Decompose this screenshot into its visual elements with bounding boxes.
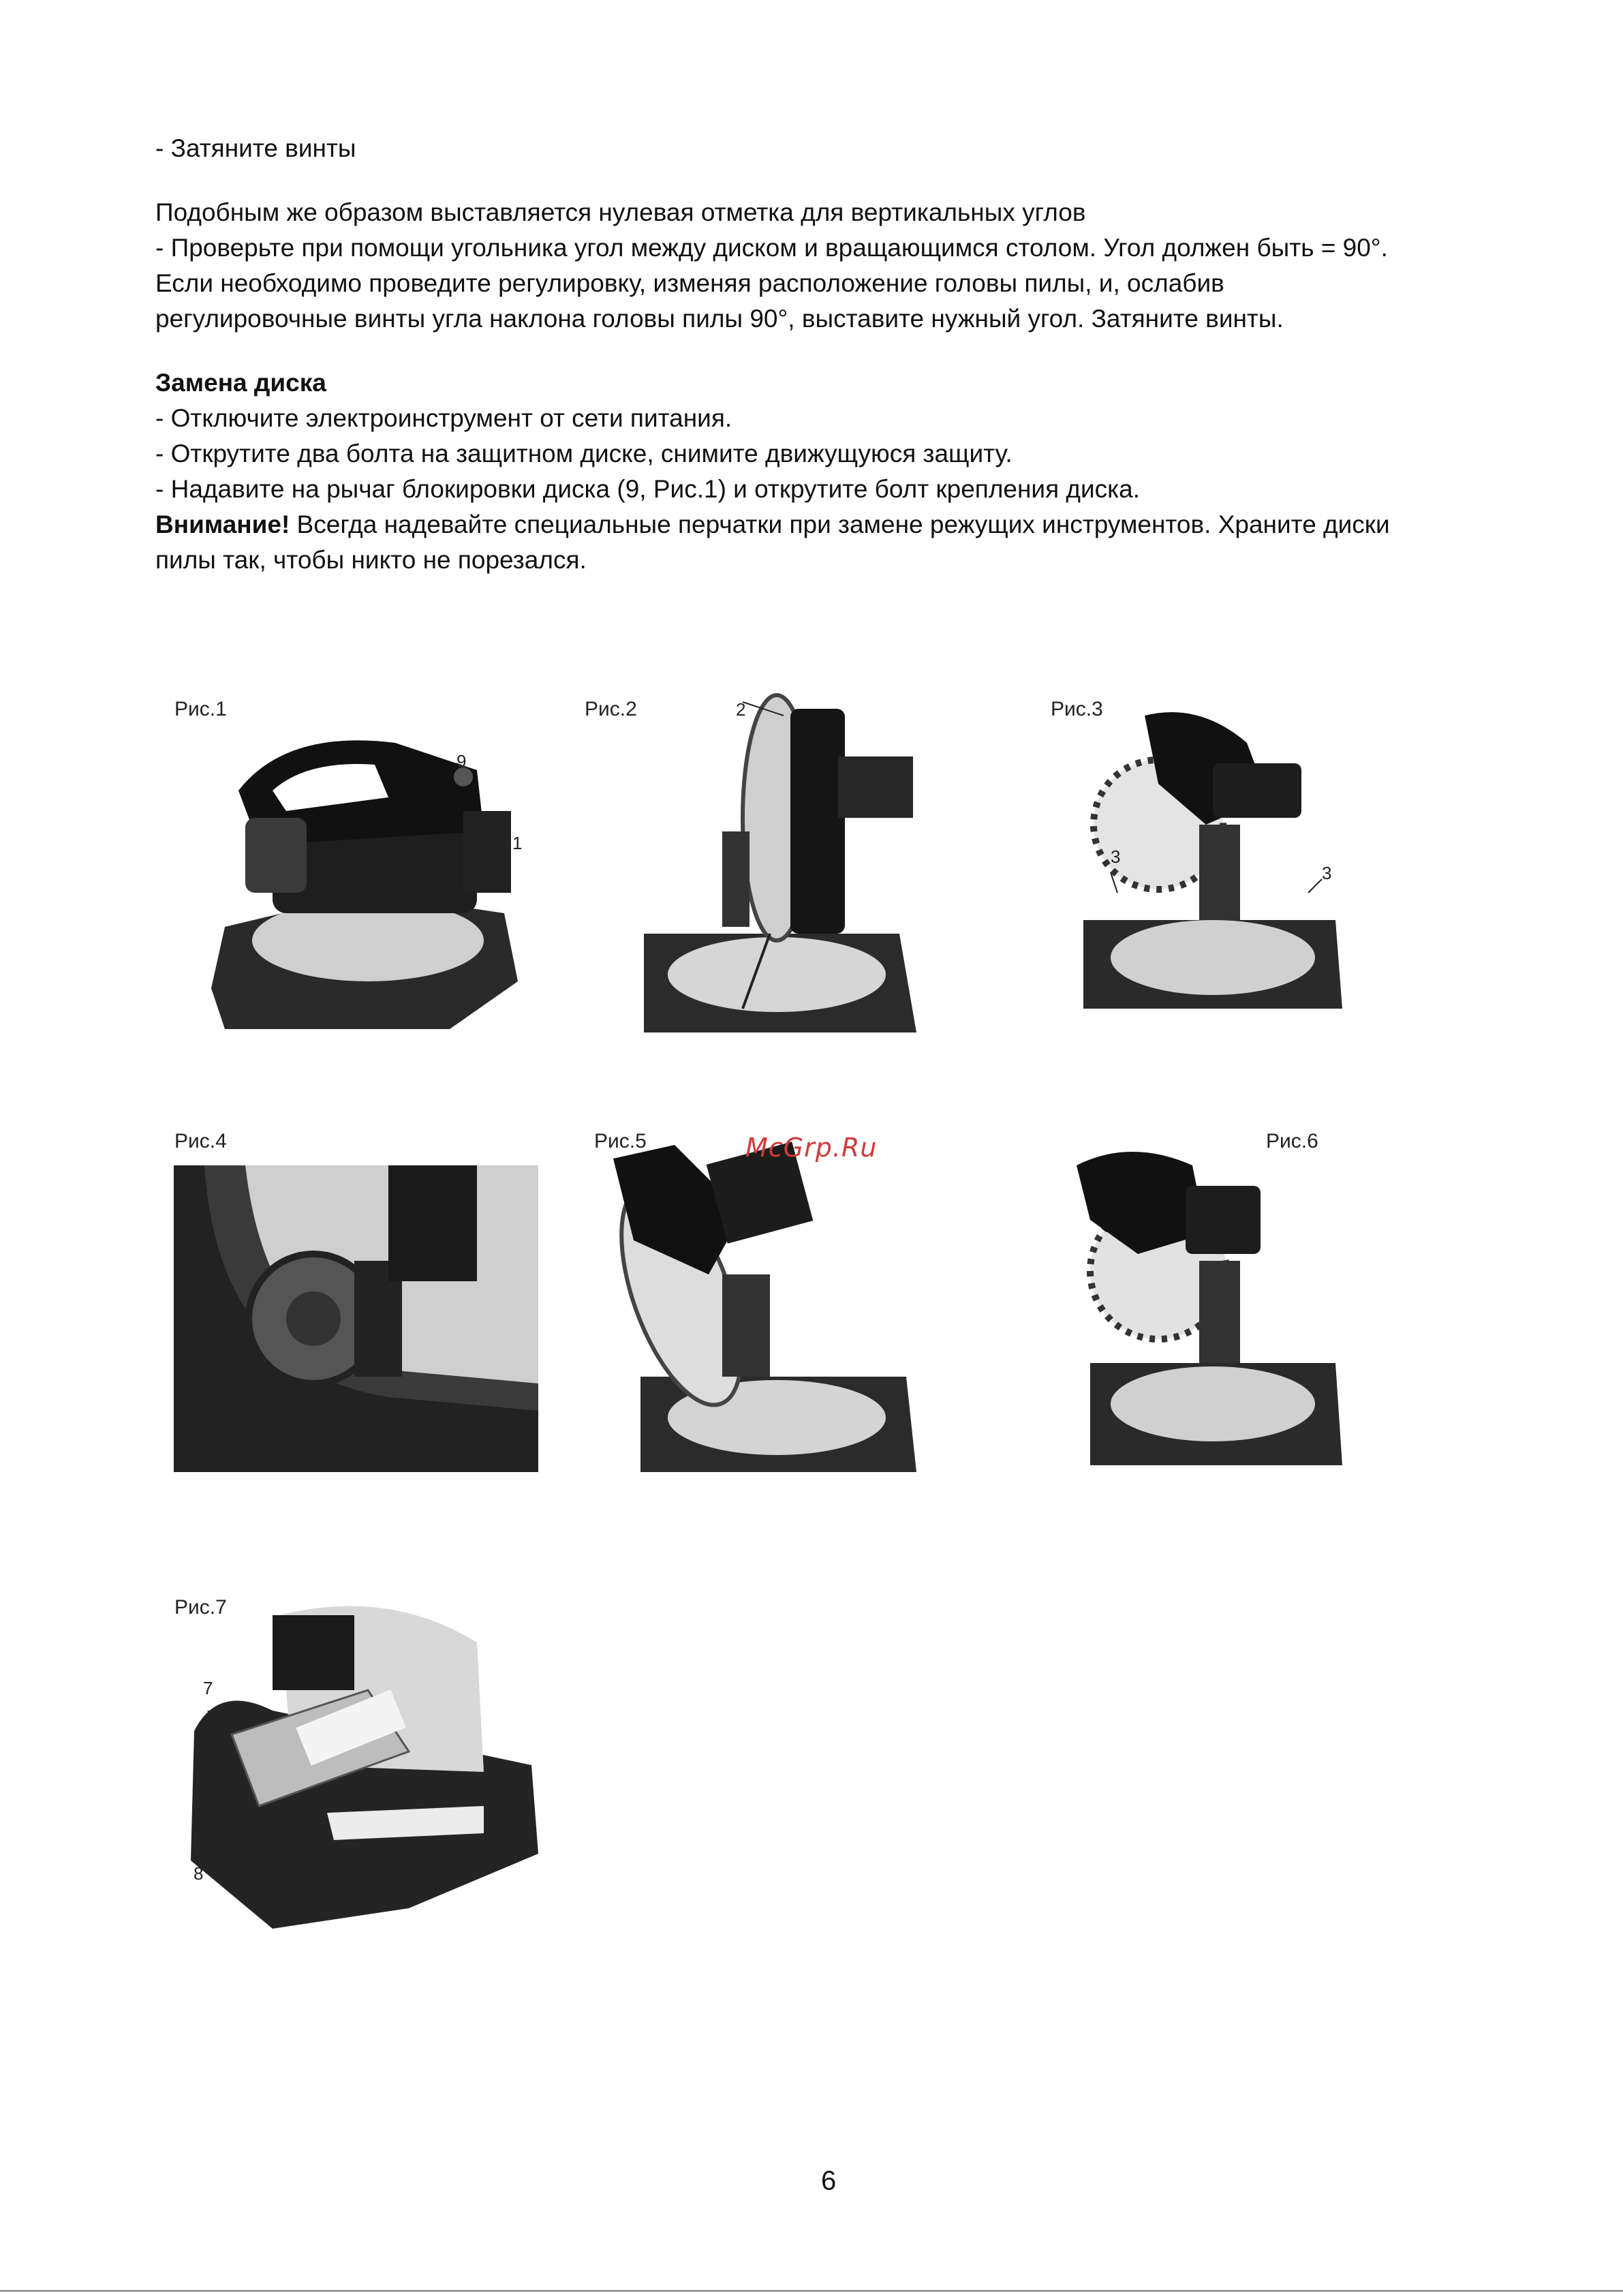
figure-label: Рис.5 bbox=[594, 1130, 647, 1152]
figure-label: Рис.2 bbox=[585, 698, 637, 720]
figure-4 bbox=[164, 1124, 545, 1479]
warning-line bbox=[155, 507, 1518, 542]
text-line: Подобным же образом выставляется нулевая отметка для вертикальных углов bbox=[155, 198, 1086, 226]
warning-label: Внимание! bbox=[155, 510, 290, 538]
figure-label: Рис.3 bbox=[1051, 698, 1103, 720]
page-bottom-edge bbox=[0, 2290, 1623, 2292]
callout-number: 5 bbox=[380, 1356, 390, 1377]
section-disk-replacement bbox=[155, 365, 1518, 578]
callout-number: 3 bbox=[1111, 846, 1121, 867]
figure-2 bbox=[579, 688, 933, 1036]
callout-number: 9 bbox=[457, 751, 467, 771]
paragraph-vertical-zero bbox=[155, 195, 1518, 337]
list-item: - Отключите электроинструмент от сети питания. bbox=[155, 404, 732, 432]
callout-number: 3 bbox=[1322, 863, 1332, 883]
figure-7 bbox=[164, 1588, 545, 1956]
figure-6 bbox=[1049, 1124, 1363, 1479]
figure-3 bbox=[1042, 688, 1363, 1036]
figure-label: Рис.4 bbox=[174, 1130, 227, 1152]
saw-illustration bbox=[164, 1588, 545, 1956]
callout-number: 7 bbox=[203, 1678, 213, 1698]
figure-label: Рис.6 bbox=[1266, 1130, 1318, 1152]
text-line: регулировочные винты угла наклона головы пилы 90°, выставите нужный угол. Затяните винты. bbox=[155, 305, 1284, 333]
saw-illustration bbox=[586, 1124, 940, 1479]
saw-illustration bbox=[164, 1124, 545, 1479]
text-line: - Затяните винты bbox=[155, 134, 356, 162]
paragraph-tighten bbox=[155, 131, 1518, 166]
list-item: - Открутите два болта на защитном диске, снимите движущуюся защиту. bbox=[155, 440, 1013, 468]
figure-label: Рис.7 bbox=[174, 1596, 227, 1619]
page-number: 6 bbox=[821, 2166, 837, 2196]
text-line: - Проверьте при помощи угольника угол между диском и вращающимся столом. Угол должен быть = 90°. bbox=[155, 234, 1388, 262]
figure-label: Рис.1 bbox=[174, 698, 227, 720]
callout-number: 2 bbox=[736, 699, 746, 720]
warning-text: Всегда надевайте специальные перчатки при замене режущих инструментов. Храните диски bbox=[290, 510, 1390, 538]
watermark: McGrp.Ru bbox=[745, 1133, 878, 1163]
callout-number: 8 bbox=[194, 1863, 204, 1884]
text-line: Если необходимо проведите регулировку, изменяя расположение головы пилы, и, ослабив bbox=[155, 269, 1224, 297]
figure-1 bbox=[164, 688, 545, 1036]
callout-number: 1 bbox=[512, 833, 523, 853]
saw-illustration bbox=[1042, 688, 1363, 1036]
section-heading: Замена диска bbox=[155, 369, 326, 397]
callout-number: 4 bbox=[184, 1404, 194, 1424]
saw-illustration bbox=[1049, 1124, 1363, 1479]
saw-illustration bbox=[164, 688, 545, 1036]
saw-illustration bbox=[579, 688, 933, 1036]
list-item: - Надавите на рычаг блокировки диска (9, Рис.1) и открутите болт крепления диска. bbox=[155, 475, 1141, 503]
warning-line: пилы так, чтобы никто не порезался. bbox=[155, 546, 587, 574]
figure-5 bbox=[586, 1124, 940, 1479]
